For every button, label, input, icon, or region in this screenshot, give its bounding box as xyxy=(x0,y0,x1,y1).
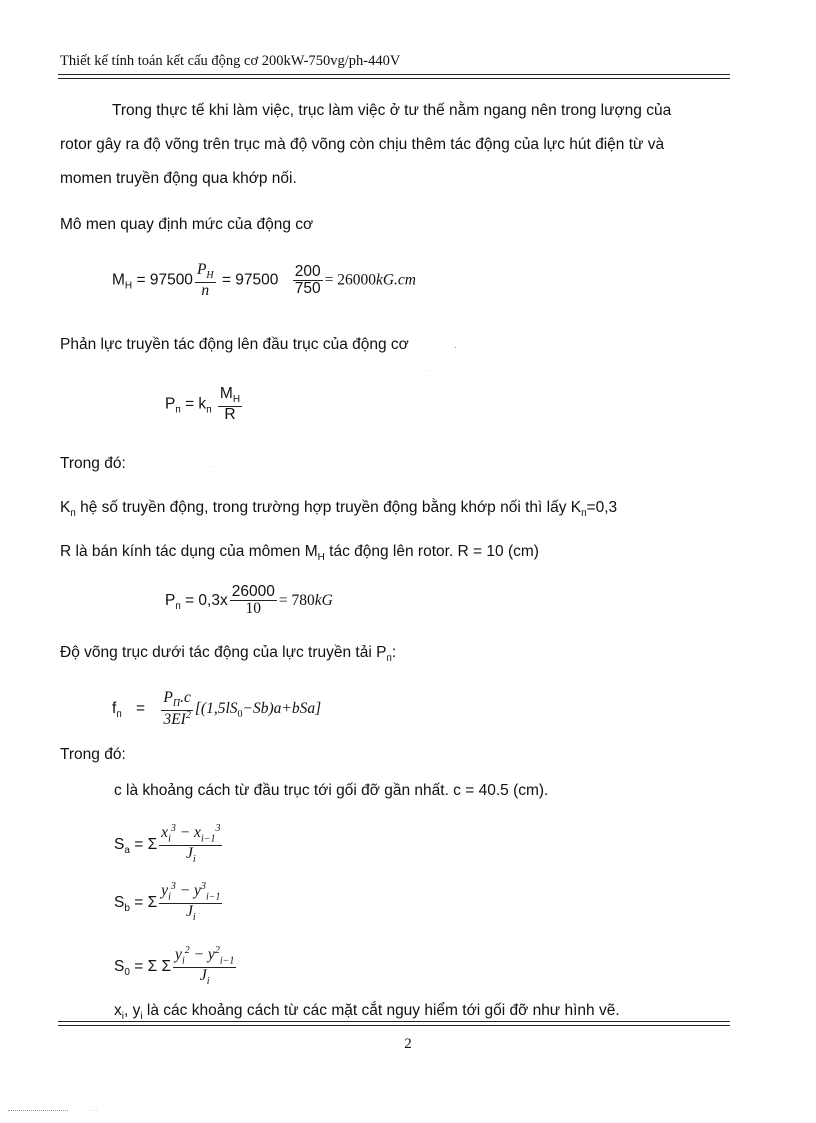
eq-pnv-den: 10 xyxy=(245,600,262,618)
where-label-1: Trong đó: xyxy=(60,455,126,472)
deflection-colon: : xyxy=(391,644,397,661)
eq-sa-num-sup1: 3 xyxy=(170,823,176,834)
eq-fn-fraction xyxy=(161,690,192,728)
eq-pnv-lhs: P xyxy=(165,591,176,609)
eq-sa-lhs-sub: a xyxy=(124,844,130,856)
eq-fn-eq: = xyxy=(136,700,146,718)
last-line xyxy=(114,1002,620,1022)
scan-speck-2: . xyxy=(428,366,430,373)
last-line-rest: là các khoảng cách từ các mặt cắt nguy hiểm tới gối đỡ như hình vẽ. xyxy=(142,1002,620,1019)
intro-line-1: Trong thực tế khi làm việc, trục làm việc ở tư thế nằm ngang nên trong lượng của xyxy=(112,102,672,119)
eq-pnv-lhs-sub: п xyxy=(175,600,181,612)
eq-mh-f1-num: P xyxy=(196,261,207,278)
eq-s0-num: y xyxy=(175,946,182,964)
eq-sb-num-sup2: 3 xyxy=(200,881,206,892)
scan-artifact-line xyxy=(8,1110,68,1111)
eq-sa-lhs: S xyxy=(114,835,125,853)
kn-symbol-sub-2: п xyxy=(581,508,587,520)
eq-pn-fraction xyxy=(218,386,242,423)
equation-reaction-value xyxy=(165,584,333,618)
moment-heading: Mô men quay định mức của động cơ xyxy=(60,216,314,233)
eq-sa-num-sub1: i xyxy=(168,833,171,845)
equation-reaction-force xyxy=(165,386,244,423)
eq-mh-fraction-1 xyxy=(195,262,216,299)
eq-fn-num-c: .c xyxy=(180,689,191,706)
last-line-y-sub: i xyxy=(140,1011,143,1023)
radius-value: tác động lên rotor. R = 10 (cm) xyxy=(324,543,539,560)
eq-fn-rest: −Sb)a+bSa] xyxy=(242,700,322,718)
eq-sb-eq: = Σ xyxy=(134,893,158,911)
eq-sb-minus: − y xyxy=(175,882,201,900)
eq-pn-eq: = k xyxy=(185,395,207,413)
equation-sa xyxy=(114,824,224,865)
kn-value: =0,3 xyxy=(586,499,618,516)
eq-mh-f1-num-sub: H xyxy=(206,270,214,282)
eq-fn-lhs: f xyxy=(112,700,117,718)
eq-mh-fraction-2 xyxy=(293,264,323,298)
eq-sb-den-sub: i xyxy=(192,911,196,923)
where-label-2: Trong đó: xyxy=(60,746,126,763)
equation-deflection xyxy=(112,690,321,728)
eq-fn-num-p: P xyxy=(163,689,173,706)
page-number: 2 xyxy=(404,1036,412,1052)
eq-pnv-result: = 780 xyxy=(278,591,315,609)
header-rule-bottom xyxy=(58,78,730,79)
equation-sb xyxy=(114,882,224,923)
coefficient-line xyxy=(60,499,617,519)
eq-s0-den-sub: i xyxy=(206,975,210,987)
eq-sb-den: J xyxy=(185,902,193,920)
eq-mh-eq1: = 97500 xyxy=(136,271,193,289)
deflection-heading xyxy=(60,644,396,664)
eq-s0-minus: − y xyxy=(189,946,215,964)
equation-s0 xyxy=(114,946,238,987)
eq-mh-f2-den: 750 xyxy=(294,279,321,297)
kn-symbol: K xyxy=(60,499,71,516)
eq-s0-fraction xyxy=(173,946,236,987)
eq-s0-eq: = Σ Σ xyxy=(134,957,172,975)
eq-sa-num-sup2: 3 xyxy=(215,823,221,834)
eq-mh-f2-num: 200 xyxy=(294,262,321,280)
eq-fn-s0-sub: 0 xyxy=(237,709,243,721)
footer-rule-top xyxy=(58,1021,730,1022)
eq-sb-num: y xyxy=(161,882,169,900)
radius-text: R là bán kính tác dụng của mômen M xyxy=(60,543,318,560)
eq-sb-fraction xyxy=(159,882,222,923)
eq-mh-lhs: M xyxy=(112,271,125,289)
c-distance-line: c là khoảng cách từ đầu trục tới gối đỡ gần nhất. c = 40.5 (cm). xyxy=(114,782,549,799)
deflection-text: Độ võng trục dưới tác động của lực truyền tải P xyxy=(60,644,387,661)
eq-s0-lhs: S xyxy=(114,957,125,975)
eq-sb-num-sub1: i xyxy=(168,891,171,903)
eq-fn-num-p-sub: П xyxy=(172,698,181,710)
eq-s0-den: J xyxy=(199,966,207,984)
eq-pn-lhs-sub: п xyxy=(175,404,181,416)
eq-s0-num-sup2: 2 xyxy=(214,945,220,956)
eq-s0-num-sub1: i xyxy=(181,955,185,967)
last-line-y: , y xyxy=(123,1002,141,1019)
eq-pn-lhs: P xyxy=(165,395,176,413)
eq-mh-f1-den: n xyxy=(201,281,210,299)
eq-fn-den: 3EI xyxy=(163,710,186,728)
eq-mh-lhs-sub: H xyxy=(124,280,133,292)
scan-speck: · xyxy=(454,342,457,352)
eq-pn-den: R xyxy=(224,405,236,423)
eq-pn-k-sub: п xyxy=(206,404,212,416)
last-line-x: x xyxy=(114,1002,122,1019)
reaction-heading: Phản lực truyền tác động lên đầu trục của động cơ xyxy=(60,336,409,353)
eq-sa-num: x xyxy=(161,824,169,842)
header-rule-top xyxy=(58,74,730,75)
eq-sa-fraction xyxy=(159,824,222,865)
deflection-sub: п xyxy=(386,653,392,665)
document-header-title: Thiết kế tính toán kết cấu động cơ 200kW-750vg/ph-440V xyxy=(60,53,401,69)
eq-pnv-fraction xyxy=(230,584,277,618)
eq-sa-minus: − x xyxy=(175,824,201,842)
eq-sa-eq: = Σ xyxy=(134,835,158,853)
scan-artifact-dots: · · · xyxy=(88,1108,98,1114)
eq-sb-lhs-sub: b xyxy=(124,902,130,914)
eq-pn-num-sub: H xyxy=(232,394,241,406)
intro-line-3: momen truyền động qua khớp nối. xyxy=(60,170,297,187)
eq-pnv-unit: kG xyxy=(314,591,333,609)
eq-mh-result: = 26000 xyxy=(324,271,376,289)
kn-text: hệ số truyền động, trong trường hợp truyền động bằng khớp nối thì lấy K xyxy=(75,499,582,516)
eq-sa-den: J xyxy=(185,844,193,862)
eq-mh-unit: kG.cm xyxy=(375,271,417,289)
last-line-x-sub: i xyxy=(121,1011,124,1023)
intro-line-2: rotor gây ra độ võng trên trục mà độ võng còn chịu thêm tác động của lực hút điện từ và xyxy=(60,136,665,153)
footer-rule-bottom xyxy=(58,1025,730,1026)
scan-speck-3: . xyxy=(210,462,212,469)
eq-s0-num-sub2: i−1 xyxy=(219,955,235,967)
eq-sb-num-sub2: i−1 xyxy=(205,891,221,903)
radius-line xyxy=(60,543,539,563)
eq-pn-num: M xyxy=(219,385,233,402)
radius-m-sub: H xyxy=(317,552,325,564)
equation-rated-torque xyxy=(112,262,416,299)
eq-pnv-num: 26000 xyxy=(231,583,275,600)
eq-fn-den-sup: 2 xyxy=(185,709,191,721)
eq-pnv-eq: = 0,3x xyxy=(185,591,228,609)
eq-fn-lhs-sub: п xyxy=(116,709,122,721)
eq-sb-num-sup1: 3 xyxy=(170,881,176,892)
eq-sb-lhs: S xyxy=(114,893,125,911)
eq-s0-lhs-sub: 0 xyxy=(124,966,130,978)
eq-s0-num-sup1: 2 xyxy=(184,945,190,956)
eq-sa-den-sub: i xyxy=(192,853,196,865)
eq-mh-eq2: = 97500 xyxy=(221,271,279,289)
kn-symbol-sub: п xyxy=(70,508,76,520)
eq-fn-bracket: [(1,5lS xyxy=(194,700,238,718)
eq-sa-num-sub2: i−1 xyxy=(200,833,216,845)
